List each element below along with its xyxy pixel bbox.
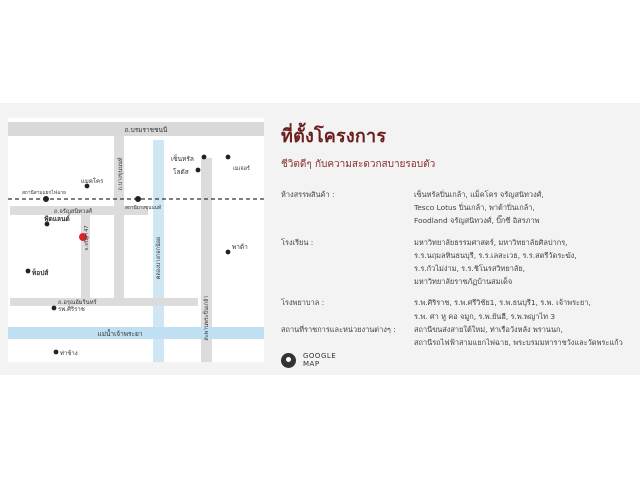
info-row-government (281, 323, 636, 349)
info-value: สถานีขนส่งสายใต้ใหม่, ท่าเรือวังหลัง พรานนก, (414, 324, 563, 334)
info-value: ร.พ. ศา หู คอ จมูก, ร.พ.ยันฮี, ร.พ.พญาไท 3 (414, 311, 556, 321)
place-lotus-label: โลตัส (173, 168, 189, 176)
map-graphic (8, 118, 264, 362)
info-label: ห้างสรรพสินค้า : (281, 190, 335, 199)
river-label: แม่น้ำเจ้าพระยา (97, 330, 143, 338)
canal-label: คลองบางกอกน้อย (156, 236, 162, 280)
page-subtitle: ชีวิตดีๆ กับความสะดวกสบายรอบตัว (281, 159, 436, 170)
station-mid-label: สถานีบางขุนนนท์ (125, 206, 162, 211)
info-value: ร.ร.นฤมลทินธนบุรี, ร.ร.เลสะเวธ, ร.ร.สตรีวัดระฆัง, (414, 250, 577, 260)
station-west-label: สถานีสามแยกไฟฉาย (22, 191, 66, 196)
info-row-hospitals (281, 296, 636, 322)
info-label: โรงเรียน : (281, 237, 314, 247)
info-value: Foodland จรัญสนิทวงศ์, บิ๊กซี อิสรภาพ (414, 216, 540, 226)
info-value: เซ็นทรัลปิ่นเกล้า, แม็คโคร จรัญสนิทวงศ์, (414, 190, 544, 199)
station-mid-dot (135, 196, 141, 202)
place-central-label: เซ็นทรัล (171, 155, 194, 163)
info-value: ร.พ.ศิริราช, ร.พ.ศรีวิชัย1, ร.พ.ธนบุรี1, ร.พ. เจ้าพระยา, (414, 298, 591, 308)
google-map-label-line2: MAP (303, 360, 320, 368)
place-major-label: เมเจอร์ (233, 166, 250, 172)
info-value: สถานีรถไฟฟ้าสามแยกไฟฉาย, พระบรมมหาราชวังและวัดพระแก้ว (414, 338, 623, 348)
place-tops-label: ท็อปส์ (32, 269, 49, 277)
road-arun-label: ถ.อรุณอัมรินทร์ (58, 300, 97, 306)
map-pin-icon (281, 353, 296, 368)
road-arun (10, 298, 198, 306)
place-pier-label: ท่าช้าง (60, 350, 78, 357)
location-map (8, 118, 264, 362)
info-label: โรงพยาบาล : (281, 298, 325, 308)
info-row-malls (281, 188, 636, 228)
info-value: Tesco Lotus ปิ่นเกล้า, พาต้าปิ่นเกล้า, (414, 203, 535, 213)
place-siriraj-label: รพ.ศิริราช (58, 306, 85, 313)
nearby-places-list (281, 188, 636, 349)
place-makro-label: แมคโคร (81, 178, 104, 185)
google-map-label-line1: GOOGLE (303, 352, 337, 360)
info-value: มหาวิทยาลัยธรรมศาสตร์, มหาวิทยาลัยศิลปากร, (414, 237, 568, 247)
info-value: ร.ร.กัวไม่ง่าม, ร.ร.ชิโนรสวิทยาลัย, (414, 264, 526, 274)
station-west-dot (43, 196, 49, 202)
info-label: สถานที่ราชการและหน่วยงานต่างๆ : (281, 324, 396, 334)
road-top-label: ถ.บรมราชชนนี (124, 126, 168, 134)
road-charan-label: ถ.จรัญสนิทวงศ์ (54, 209, 92, 215)
road-soi-label: จ.จรัญฯ 47 (84, 225, 90, 251)
place-foodland-label: ฟู้ดแลนด์ (44, 215, 70, 223)
info-value: มหาวิทยาลัยราชภัฏบ้านสมเด็จ (414, 277, 513, 287)
road-bangkhunnon-label: ถ.บางขุนนนท์ (118, 157, 124, 191)
google-map-button[interactable] (281, 352, 336, 368)
place-pata-label: พาต้า (232, 243, 248, 251)
page-title: ที่ตั้งโครงการ (281, 126, 387, 147)
bridge-label: สะพานพระปิ่นเกล้า (204, 295, 210, 341)
info-row-schools (281, 236, 636, 289)
